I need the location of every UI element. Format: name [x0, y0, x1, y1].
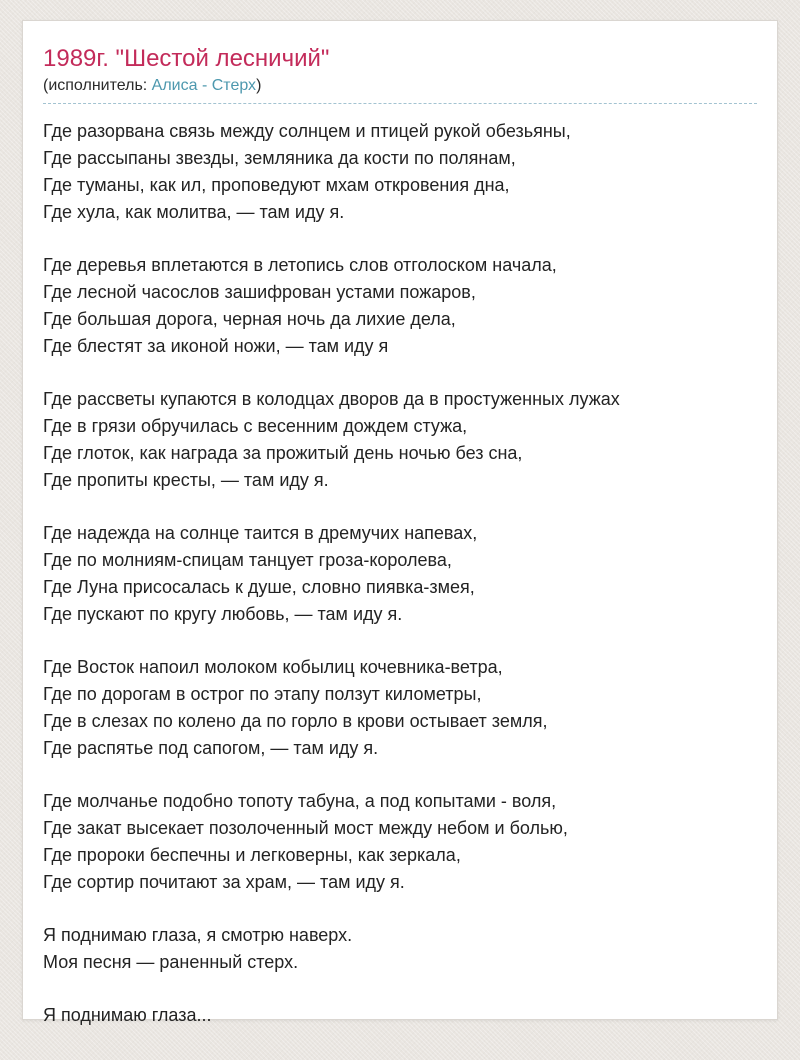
stanza: Где Восток напоил молоком кобылиц кочевника-ветра, Где по дорогам в острог по этапу ползут километры, Где в слезах по колено да по горло в крови остывает земля, Где распятье под сапогом, — там иду я. — [43, 656, 548, 758]
page-title: 1989г. "Шестой лесничий" — [43, 45, 330, 72]
stanza: Я поднимаю глаза... — [43, 1004, 212, 1025]
stanza: Где разорвана связь между солнцем и птицей рукой обезьяны, Где рассыпаны звезды, земляника да кости по полянам, Где туманы, как ил, проповедуют мхам откровения дна, Где хула, как молитва, — там иду я. — [43, 120, 571, 222]
lyrics — [43, 118, 757, 1029]
performer-label: (исполнитель: — [43, 76, 152, 94]
lyrics-card — [22, 20, 778, 1025]
performer-line — [43, 77, 757, 104]
stanza: Где рассветы купаются в колодцах дворов да в простуженных лужах Где в грязи обручилась с весенним дождем стужа, Где глоток, как награда за прожитый день ночью без сна, Где пропиты кресты, — там иду я. — [43, 388, 620, 490]
stanza: Где надежда на солнце таится в дремучих напевах, Где по молниям-спицам танцует гроза-королева, Где Луна присосалась к душе, словно пиявка-змея, Где пускают по кругу любовь, — там иду я. — [43, 522, 478, 624]
performer-suffix: ) — [256, 76, 262, 94]
performer-link[interactable]: Алиса - Стерх — [151, 76, 257, 94]
stanza: Где деревья вплетаются в летопись слов отголоском начала, Где лесной часослов зашифрован устами пожаров, Где большая дорога, черная ночь да лихие дела, Где блестят за иконой ножи, — там иду я — [43, 254, 557, 356]
page-background — [0, 20, 800, 1060]
stanza: Я поднимаю глаза, я смотрю наверх. Моя песня — раненный стерх. — [43, 924, 353, 972]
stanza: Где молчанье подобно топоту табуна, а под копытами - воля, Где закат высекает позолоченный мост между небом и болью, Где пророки беспечны и легковерны, как зеркала, Где сортир почитают за храм, — там иду я. — [43, 790, 568, 892]
